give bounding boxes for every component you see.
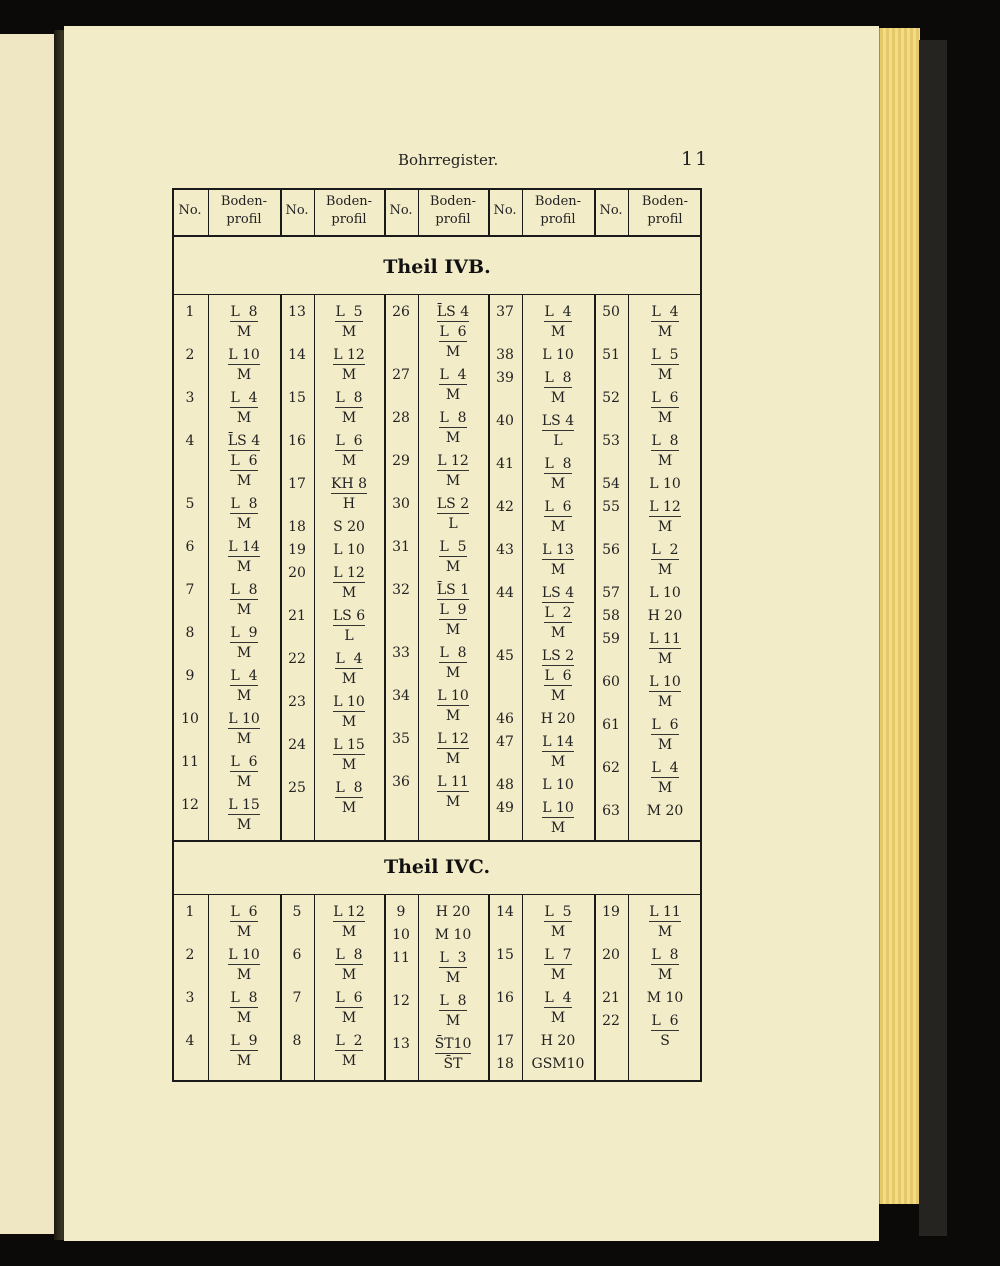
entry-bodenprofil: L 8 bbox=[439, 410, 467, 426]
entry-bodenprofil: L 4 bbox=[651, 760, 679, 776]
entry-bodenprofil: M bbox=[550, 562, 566, 578]
entry-bodenprofil: M bbox=[236, 924, 252, 940]
entry-bodenprofil: M bbox=[657, 780, 673, 796]
entry-bodenprofil: L 15 bbox=[333, 737, 365, 753]
entry-number: 54 bbox=[602, 476, 620, 492]
entry-number: 16 bbox=[496, 990, 514, 1006]
entry-number: 7 bbox=[185, 582, 195, 598]
header-bodenprofil: Boden- profil bbox=[534, 194, 582, 227]
entry-bodenprofil: S̄T10 bbox=[434, 1036, 472, 1052]
entry-bodenprofil: M bbox=[657, 410, 673, 426]
entry-number: 11 bbox=[181, 754, 199, 770]
entry-number: 17 bbox=[496, 1033, 514, 1049]
entry-bodenprofil: M bbox=[341, 1053, 357, 1069]
entry-bodenprofil: L 13 bbox=[542, 542, 574, 558]
entry-bodenprofil: L 12 bbox=[333, 347, 365, 363]
entry-number: 58 bbox=[602, 608, 620, 624]
entry-bodenprofil: LS 4 bbox=[541, 413, 575, 429]
entry-bodenprofil: M bbox=[236, 602, 252, 618]
rule-line bbox=[172, 294, 702, 295]
entry-number: 48 bbox=[496, 777, 514, 793]
entry-bodenprofil: L 3 bbox=[439, 950, 467, 966]
entry-bodenprofil: M bbox=[657, 519, 673, 535]
entry-number: 52 bbox=[602, 390, 620, 406]
entry-bodenprofil: M bbox=[445, 387, 461, 403]
entry-bodenprofil: H 20 bbox=[647, 608, 683, 624]
entry-bodenprofil: M bbox=[550, 820, 566, 836]
entry-bodenprofil: M bbox=[445, 794, 461, 810]
entry-bodenprofil: M 20 bbox=[646, 803, 684, 819]
entry-number: 63 bbox=[602, 803, 620, 819]
book-cover bbox=[919, 40, 947, 1236]
entry-bodenprofil: LS 6 bbox=[332, 608, 366, 624]
entry-bodenprofil: M 10 bbox=[646, 990, 684, 1006]
entry-bodenprofil: L 10 bbox=[228, 711, 260, 727]
entry-bodenprofil: M bbox=[445, 473, 461, 489]
entry-bodenprofil: M bbox=[550, 924, 566, 940]
entry-number: 53 bbox=[602, 433, 620, 449]
entry-bodenprofil: L 11 bbox=[437, 774, 469, 790]
entry-bodenprofil: L 5 bbox=[651, 347, 679, 363]
entry-bodenprofil: H bbox=[342, 496, 356, 512]
entry-bodenprofil: L bbox=[553, 433, 563, 449]
entry-number: 3 bbox=[185, 390, 195, 406]
entry-bodenprofil: L 12 bbox=[437, 731, 469, 747]
entry-bodenprofil: M bbox=[657, 367, 673, 383]
entry-bodenprofil: L 4 bbox=[439, 367, 467, 383]
entry-bodenprofil: M bbox=[341, 367, 357, 383]
column-rule bbox=[488, 894, 490, 1082]
entry-number: 27 bbox=[392, 367, 410, 383]
entry-bodenprofil: M bbox=[236, 817, 252, 833]
entry-bodenprofil: L 8 bbox=[230, 582, 258, 598]
entry-bodenprofil: L 10 bbox=[649, 674, 681, 690]
entry-bodenprofil: L 12 bbox=[333, 565, 365, 581]
entry-number: 17 bbox=[288, 476, 306, 492]
entry-bodenprofil: M bbox=[236, 731, 252, 747]
entry-number: 32 bbox=[392, 582, 410, 598]
entry-bodenprofil: M bbox=[341, 324, 357, 340]
entry-bodenprofil: L 8 bbox=[544, 370, 572, 386]
entry-bodenprofil: M bbox=[445, 665, 461, 681]
entry-number: 20 bbox=[602, 947, 620, 963]
entry-bodenprofil: M bbox=[445, 559, 461, 575]
entry-number: 11 bbox=[392, 950, 410, 966]
entry-number: 26 bbox=[392, 304, 410, 320]
entry-bodenprofil: L 4 bbox=[230, 668, 258, 684]
page-number: 11 bbox=[681, 148, 710, 170]
entry-number: 4 bbox=[185, 433, 195, 449]
entry-bodenprofil: M bbox=[445, 751, 461, 767]
entry-bodenprofil: L 6 bbox=[544, 668, 572, 684]
entry-bodenprofil: GSM10 bbox=[531, 1056, 585, 1072]
left-page-edge bbox=[0, 34, 56, 1234]
entry-number: 5 bbox=[292, 904, 302, 920]
entry-number: 47 bbox=[496, 734, 514, 750]
entry-number: 19 bbox=[288, 542, 306, 558]
entry-number: 46 bbox=[496, 711, 514, 727]
entry-bodenprofil: L 6 bbox=[335, 433, 363, 449]
entry-bodenprofil: M bbox=[657, 324, 673, 340]
column-rule bbox=[280, 894, 282, 1082]
entry-bodenprofil: L 8 bbox=[544, 456, 572, 472]
entry-number: 1 bbox=[185, 304, 195, 320]
entry-bodenprofil: L 12 bbox=[649, 499, 681, 515]
entry-bodenprofil: H 20 bbox=[540, 711, 576, 727]
entry-bodenprofil: M bbox=[341, 924, 357, 940]
bohrregister-table bbox=[172, 188, 702, 1082]
entry-bodenprofil: L bbox=[448, 516, 458, 532]
entry-bodenprofil: M bbox=[236, 516, 252, 532]
entry-bodenprofil: L 5 bbox=[439, 539, 467, 555]
entry-bodenprofil: L 10 bbox=[542, 347, 574, 363]
entry-number: 28 bbox=[392, 410, 410, 426]
entry-bodenprofil: S̄T bbox=[443, 1056, 463, 1072]
entry-number: 15 bbox=[288, 390, 306, 406]
entry-number: 59 bbox=[602, 631, 620, 647]
entry-number: 6 bbox=[185, 539, 195, 555]
entry-bodenprofil: L 8 bbox=[651, 433, 679, 449]
entry-bodenprofil: L 7 bbox=[544, 947, 572, 963]
entry-bodenprofil: M bbox=[236, 324, 252, 340]
entry-number: 43 bbox=[496, 542, 514, 558]
entry-bodenprofil: M bbox=[236, 688, 252, 704]
entry-bodenprofil: L 2 bbox=[544, 605, 572, 621]
entry-bodenprofil: L 10 bbox=[649, 476, 681, 492]
entry-bodenprofil: L 4 bbox=[544, 304, 572, 320]
entry-bodenprofil: L 10 bbox=[228, 347, 260, 363]
entry-number: 55 bbox=[602, 499, 620, 515]
entry-number: 39 bbox=[496, 370, 514, 386]
entry-bodenprofil: L̄S 4 bbox=[436, 304, 470, 320]
rule-line bbox=[172, 840, 702, 842]
entry-bodenprofil: L 8 bbox=[651, 947, 679, 963]
entry-bodenprofil: M bbox=[550, 324, 566, 340]
entry-bodenprofil: L 6 bbox=[651, 390, 679, 406]
entry-number: 19 bbox=[602, 904, 620, 920]
entry-number: 14 bbox=[288, 347, 306, 363]
entry-number: 16 bbox=[288, 433, 306, 449]
entry-bodenprofil: M bbox=[236, 1010, 252, 1026]
entry-bodenprofil: L 10 bbox=[542, 777, 574, 793]
entry-number: 2 bbox=[185, 347, 195, 363]
entry-bodenprofil: M bbox=[341, 1010, 357, 1026]
entry-number: 22 bbox=[602, 1013, 620, 1029]
entry-bodenprofil: L̄S 4 bbox=[227, 433, 261, 449]
entry-bodenprofil: L 14 bbox=[542, 734, 574, 750]
entry-bodenprofil: M bbox=[445, 430, 461, 446]
entry-number: 60 bbox=[602, 674, 620, 690]
entry-number: 10 bbox=[181, 711, 199, 727]
entry-bodenprofil: L 2 bbox=[335, 1033, 363, 1049]
entry-bodenprofil: L 4 bbox=[230, 390, 258, 406]
entry-bodenprofil: M bbox=[550, 476, 566, 492]
entry-bodenprofil: M bbox=[341, 671, 357, 687]
entry-number: 10 bbox=[392, 927, 410, 943]
entry-bodenprofil: L 6 bbox=[651, 1013, 679, 1029]
entry-bodenprofil: M bbox=[236, 774, 252, 790]
entry-bodenprofil: L 2 bbox=[651, 542, 679, 558]
entry-number: 12 bbox=[392, 993, 410, 1009]
header-bodenprofil: Boden- profil bbox=[325, 194, 373, 227]
entry-number: 36 bbox=[392, 774, 410, 790]
entry-bodenprofil: M bbox=[550, 688, 566, 704]
entry-bodenprofil: L 10 bbox=[228, 947, 260, 963]
column-rule bbox=[594, 894, 596, 1082]
section-title-ivc: Theil IVC. bbox=[383, 856, 491, 878]
entry-bodenprofil: M bbox=[657, 562, 673, 578]
entry-number: 4 bbox=[185, 1033, 195, 1049]
entry-bodenprofil: L 11 bbox=[649, 904, 681, 920]
entry-bodenprofil: LS 2 bbox=[436, 496, 470, 512]
entry-bodenprofil: LS 2 bbox=[541, 648, 575, 664]
entry-number: 24 bbox=[288, 737, 306, 753]
entry-bodenprofil: M bbox=[657, 924, 673, 940]
entry-bodenprofil: M bbox=[550, 754, 566, 770]
entry-number: 22 bbox=[288, 651, 306, 667]
entry-number: 25 bbox=[288, 780, 306, 796]
entry-bodenprofil: L 8 bbox=[335, 390, 363, 406]
entry-bodenprofil: L 10 bbox=[333, 694, 365, 710]
entry-number: 41 bbox=[496, 456, 514, 472]
entry-bodenprofil: L 6 bbox=[439, 324, 467, 340]
entry-bodenprofil: M bbox=[445, 970, 461, 986]
entry-bodenprofil: M bbox=[341, 967, 357, 983]
entry-number: 50 bbox=[602, 304, 620, 320]
entry-number: 6 bbox=[292, 947, 302, 963]
entry-bodenprofil: M bbox=[236, 967, 252, 983]
entry-number: 56 bbox=[602, 542, 620, 558]
entry-number: 3 bbox=[185, 990, 195, 1006]
column-rule bbox=[522, 894, 523, 1082]
entry-number: 42 bbox=[496, 499, 514, 515]
entry-bodenprofil: L̄S 1 bbox=[436, 582, 470, 598]
entry-number: 2 bbox=[185, 947, 195, 963]
entry-bodenprofil: L 6 bbox=[230, 754, 258, 770]
entry-bodenprofil: L 5 bbox=[544, 904, 572, 920]
header-bodenprofil: Boden- profil bbox=[641, 194, 689, 227]
entry-number: 9 bbox=[396, 904, 406, 920]
entry-bodenprofil: S bbox=[660, 1033, 670, 1049]
header-no: No. bbox=[493, 203, 517, 218]
entry-number: 29 bbox=[392, 453, 410, 469]
section-title-ivb: Theil IVB. bbox=[383, 256, 491, 278]
entry-bodenprofil: M bbox=[445, 622, 461, 638]
header-bodenprofil: Boden- profil bbox=[429, 194, 477, 227]
column-rule bbox=[628, 894, 629, 1082]
entry-bodenprofil: L 6 bbox=[230, 453, 258, 469]
entry-bodenprofil: M bbox=[341, 585, 357, 601]
entry-number: 33 bbox=[392, 645, 410, 661]
entry-number: 51 bbox=[602, 347, 620, 363]
entry-bodenprofil: M bbox=[236, 473, 252, 489]
entry-bodenprofil: L 8 bbox=[335, 947, 363, 963]
entry-bodenprofil: L 9 bbox=[230, 625, 258, 641]
entry-bodenprofil: M bbox=[657, 651, 673, 667]
entry-number: 23 bbox=[288, 694, 306, 710]
entry-number: 8 bbox=[185, 625, 195, 641]
entry-number: 13 bbox=[392, 1036, 410, 1052]
entry-bodenprofil: M bbox=[236, 645, 252, 661]
entry-bodenprofil: M bbox=[341, 453, 357, 469]
entry-bodenprofil: M bbox=[236, 1053, 252, 1069]
column-rule bbox=[384, 894, 386, 1082]
entry-bodenprofil: M bbox=[550, 967, 566, 983]
rule-line bbox=[172, 1080, 702, 1082]
entry-bodenprofil: M bbox=[550, 519, 566, 535]
entry-number: 61 bbox=[602, 717, 620, 733]
entry-number: 57 bbox=[602, 585, 620, 601]
entry-bodenprofil: M bbox=[657, 737, 673, 753]
entry-number: 44 bbox=[496, 585, 514, 601]
entry-bodenprofil: H 20 bbox=[540, 1033, 576, 1049]
entry-number: 18 bbox=[288, 519, 306, 535]
entry-bodenprofil: M bbox=[341, 410, 357, 426]
entry-bodenprofil: L 6 bbox=[230, 904, 258, 920]
entry-bodenprofil: H 20 bbox=[435, 904, 471, 920]
entry-number: 5 bbox=[185, 496, 195, 512]
entry-number: 37 bbox=[496, 304, 514, 320]
entry-bodenprofil: M bbox=[657, 453, 673, 469]
entry-bodenprofil: L 11 bbox=[649, 631, 681, 647]
entry-bodenprofil: M bbox=[341, 800, 357, 816]
entry-bodenprofil: L 10 bbox=[437, 688, 469, 704]
entry-bodenprofil: M bbox=[236, 559, 252, 575]
entry-bodenprofil: S 20 bbox=[333, 519, 365, 535]
entry-number: 1 bbox=[185, 904, 195, 920]
header-bodenprofil: Boden- profil bbox=[220, 194, 268, 227]
entry-number: 9 bbox=[185, 668, 195, 684]
entry-bodenprofil: M bbox=[236, 367, 252, 383]
column-rule bbox=[594, 294, 596, 840]
header-no: No. bbox=[285, 203, 309, 218]
page-edges bbox=[879, 28, 920, 1204]
entry-bodenprofil: L 8 bbox=[230, 990, 258, 1006]
entry-bodenprofil: M bbox=[445, 708, 461, 724]
entry-bodenprofil: M 10 bbox=[434, 927, 472, 943]
entry-bodenprofil: L bbox=[344, 628, 354, 644]
header-no: No. bbox=[178, 203, 202, 218]
entry-bodenprofil: L 12 bbox=[333, 904, 365, 920]
entry-number: 14 bbox=[496, 904, 514, 920]
entry-bodenprofil: M bbox=[550, 1010, 566, 1026]
entry-bodenprofil: M bbox=[657, 967, 673, 983]
entry-number: 31 bbox=[392, 539, 410, 555]
entry-number: 30 bbox=[392, 496, 410, 512]
entry-bodenprofil: L 8 bbox=[439, 993, 467, 1009]
entry-bodenprofil: L 8 bbox=[439, 645, 467, 661]
entry-bodenprofil: L 15 bbox=[228, 797, 260, 813]
entry-number: 21 bbox=[602, 990, 620, 1006]
entry-bodenprofil: L 10 bbox=[542, 800, 574, 816]
entry-bodenprofil: L 8 bbox=[335, 780, 363, 796]
entry-number: 13 bbox=[288, 304, 306, 320]
entry-bodenprofil: L 10 bbox=[333, 542, 365, 558]
entry-number: 12 bbox=[181, 797, 199, 813]
rule-line bbox=[172, 894, 702, 895]
entry-number: 38 bbox=[496, 347, 514, 363]
entry-bodenprofil: L 12 bbox=[437, 453, 469, 469]
entry-number: 62 bbox=[602, 760, 620, 776]
entry-bodenprofil: M bbox=[550, 390, 566, 406]
entry-number: 15 bbox=[496, 947, 514, 963]
entry-bodenprofil: L 8 bbox=[230, 496, 258, 512]
entry-bodenprofil: KH 8 bbox=[330, 476, 368, 492]
entry-bodenprofil: L 6 bbox=[544, 499, 572, 515]
entry-bodenprofil: L 9 bbox=[230, 1033, 258, 1049]
entry-number: 7 bbox=[292, 990, 302, 1006]
running-head: Bohrregister. bbox=[398, 151, 499, 169]
entry-bodenprofil: L 5 bbox=[335, 304, 363, 320]
entry-number: 40 bbox=[496, 413, 514, 429]
entry-number: 45 bbox=[496, 648, 514, 664]
entry-bodenprofil: L 4 bbox=[544, 990, 572, 1006]
entry-number: 18 bbox=[496, 1056, 514, 1072]
header-no: No. bbox=[389, 203, 413, 218]
entry-bodenprofil: M bbox=[445, 344, 461, 360]
entry-number: 34 bbox=[392, 688, 410, 704]
entry-bodenprofil: LS 4 bbox=[541, 585, 575, 601]
entry-bodenprofil: L 9 bbox=[439, 602, 467, 618]
header-no: No. bbox=[599, 203, 623, 218]
entry-number: 20 bbox=[288, 565, 306, 581]
entry-number: 49 bbox=[496, 800, 514, 816]
entry-number: 21 bbox=[288, 608, 306, 624]
entry-bodenprofil: M bbox=[341, 757, 357, 773]
entry-bodenprofil: M bbox=[445, 1013, 461, 1029]
entry-bodenprofil: L 14 bbox=[228, 539, 260, 555]
entry-bodenprofil: L 6 bbox=[651, 717, 679, 733]
entry-bodenprofil: L 8 bbox=[230, 304, 258, 320]
entry-bodenprofil: M bbox=[550, 625, 566, 641]
entry-number: 8 bbox=[292, 1033, 302, 1049]
entry-bodenprofil: L 4 bbox=[651, 304, 679, 320]
entry-bodenprofil: M bbox=[657, 694, 673, 710]
rule-line bbox=[172, 235, 702, 237]
rule-line bbox=[172, 188, 702, 190]
entry-bodenprofil: L 4 bbox=[335, 651, 363, 667]
entry-bodenprofil: M bbox=[236, 410, 252, 426]
entry-number: 35 bbox=[392, 731, 410, 747]
entry-bodenprofil: L 10 bbox=[649, 585, 681, 601]
entry-bodenprofil: L 6 bbox=[335, 990, 363, 1006]
entry-bodenprofil: M bbox=[341, 714, 357, 730]
